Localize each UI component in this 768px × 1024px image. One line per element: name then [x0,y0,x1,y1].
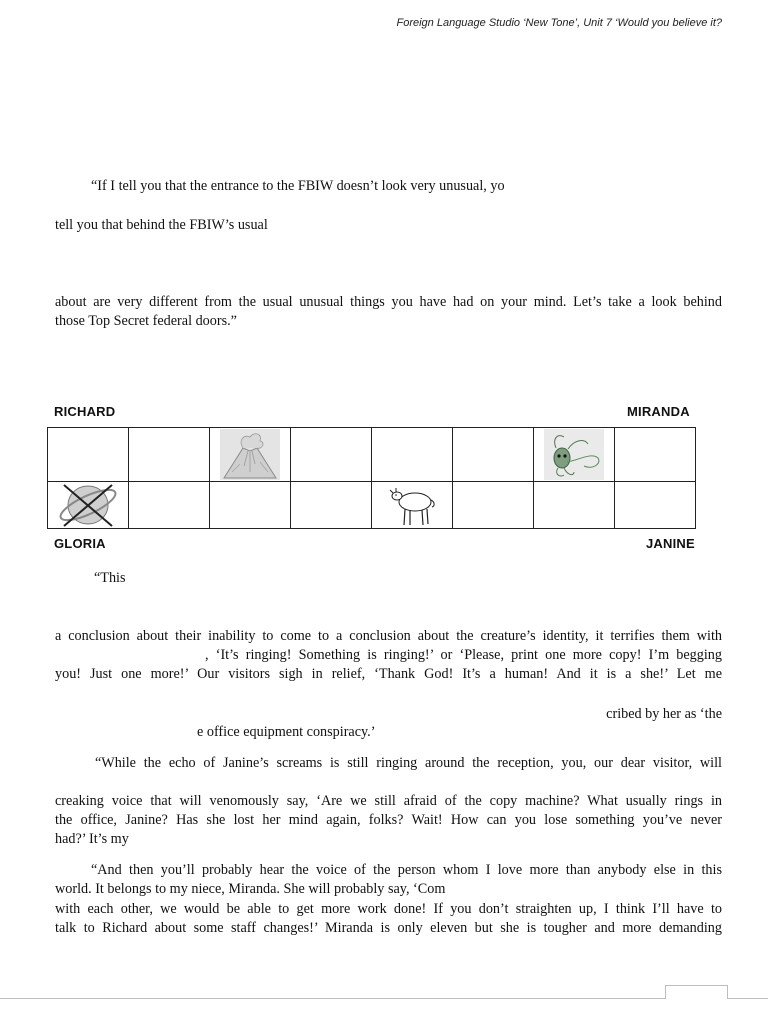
grid-cell [129,482,210,529]
body-line: e office equipment conspiracy.’ [197,724,376,740]
grid-row-top [48,428,696,482]
footer-rule [0,998,768,999]
body-line: “And then you’ll probably hear the voice of the person whom I love more than anybody else in this [91,862,722,878]
body-line: “While the echo of Janine’s screams is still ringing around the reception, you, our dear visitor, will [95,755,722,771]
grid-cell [615,428,696,482]
grid-cell-creature [534,428,615,482]
intro-line-3: about are very different from the usual unusual things you have had on your mind. Let’s take a look behind [55,294,722,310]
name-gloria: GLORIA [54,536,106,551]
intro-line-4: those Top Secret federal doors.” [55,313,237,329]
body-line: had?’ It’s my [55,831,129,847]
creature-image [534,428,614,481]
grid-cell [48,428,129,482]
grid-cell [615,482,696,529]
volcano-image [210,428,290,481]
grid-cell-volcano [210,428,291,482]
body-line: the office, Janine? Has she lost her mind again, folks? Wait! How can you lose something you’ve never [55,812,722,828]
body-line: you! Just one more!’ Our visitors sigh in relief, ‘Thank God! It’s a human! And it is a she!’ Let me [55,666,722,682]
grid-cell [291,482,372,529]
grid-cell [372,428,453,482]
body-line: “This [94,570,126,586]
picture-grid [47,427,696,529]
page-number-box [665,985,728,999]
body-line: with each other, we would be able to get more work done! If you don’t straighten up, I think I’ll have to [55,901,722,917]
body-line: cribed by her as ‘the [606,706,722,722]
body-line: a conclusion about their inability to come to a conclusion about the creature’s identity, it terrifies them with [55,628,722,644]
page-header: Foreign Language Studio ‘New Tone’, Unit 7 ‘Would you believe it? [396,17,722,29]
grid-cell-crossed [48,482,129,529]
grid-cell [453,428,534,482]
sheep-image [372,482,452,528]
body-line: talk to Richard about some staff changes!’ Miranda is only eleven but she is tougher and more demanding [55,920,722,936]
body-line: creaking voice that will venomously say, ‘Are we still afraid of the copy machine? What usually rings in [55,793,722,809]
grid-cell-sheep [372,482,453,529]
grid-cell [291,428,372,482]
name-miranda: MIRANDA [627,404,690,419]
grid-cell [534,482,615,529]
intro-line-1: “If I tell you that the entrance to the FBIW doesn’t look very unusual, yo [91,178,505,194]
grid-cell [129,428,210,482]
crossed-planet-image [48,482,128,528]
name-janine: JANINE [646,536,695,551]
body-line: , ‘It’s ringing! Something is ringing!’ or ‘Please, print one more copy! I’m begging [205,647,722,663]
grid-cell [453,482,534,529]
intro-line-2: tell you that behind the FBIW’s usual [55,217,268,233]
name-richard: RICHARD [54,404,116,419]
grid-row-bottom [48,482,696,529]
grid-cell [210,482,291,529]
body-line: world. It belongs to my niece, Miranda. She will probably say, ‘Com [55,881,446,897]
